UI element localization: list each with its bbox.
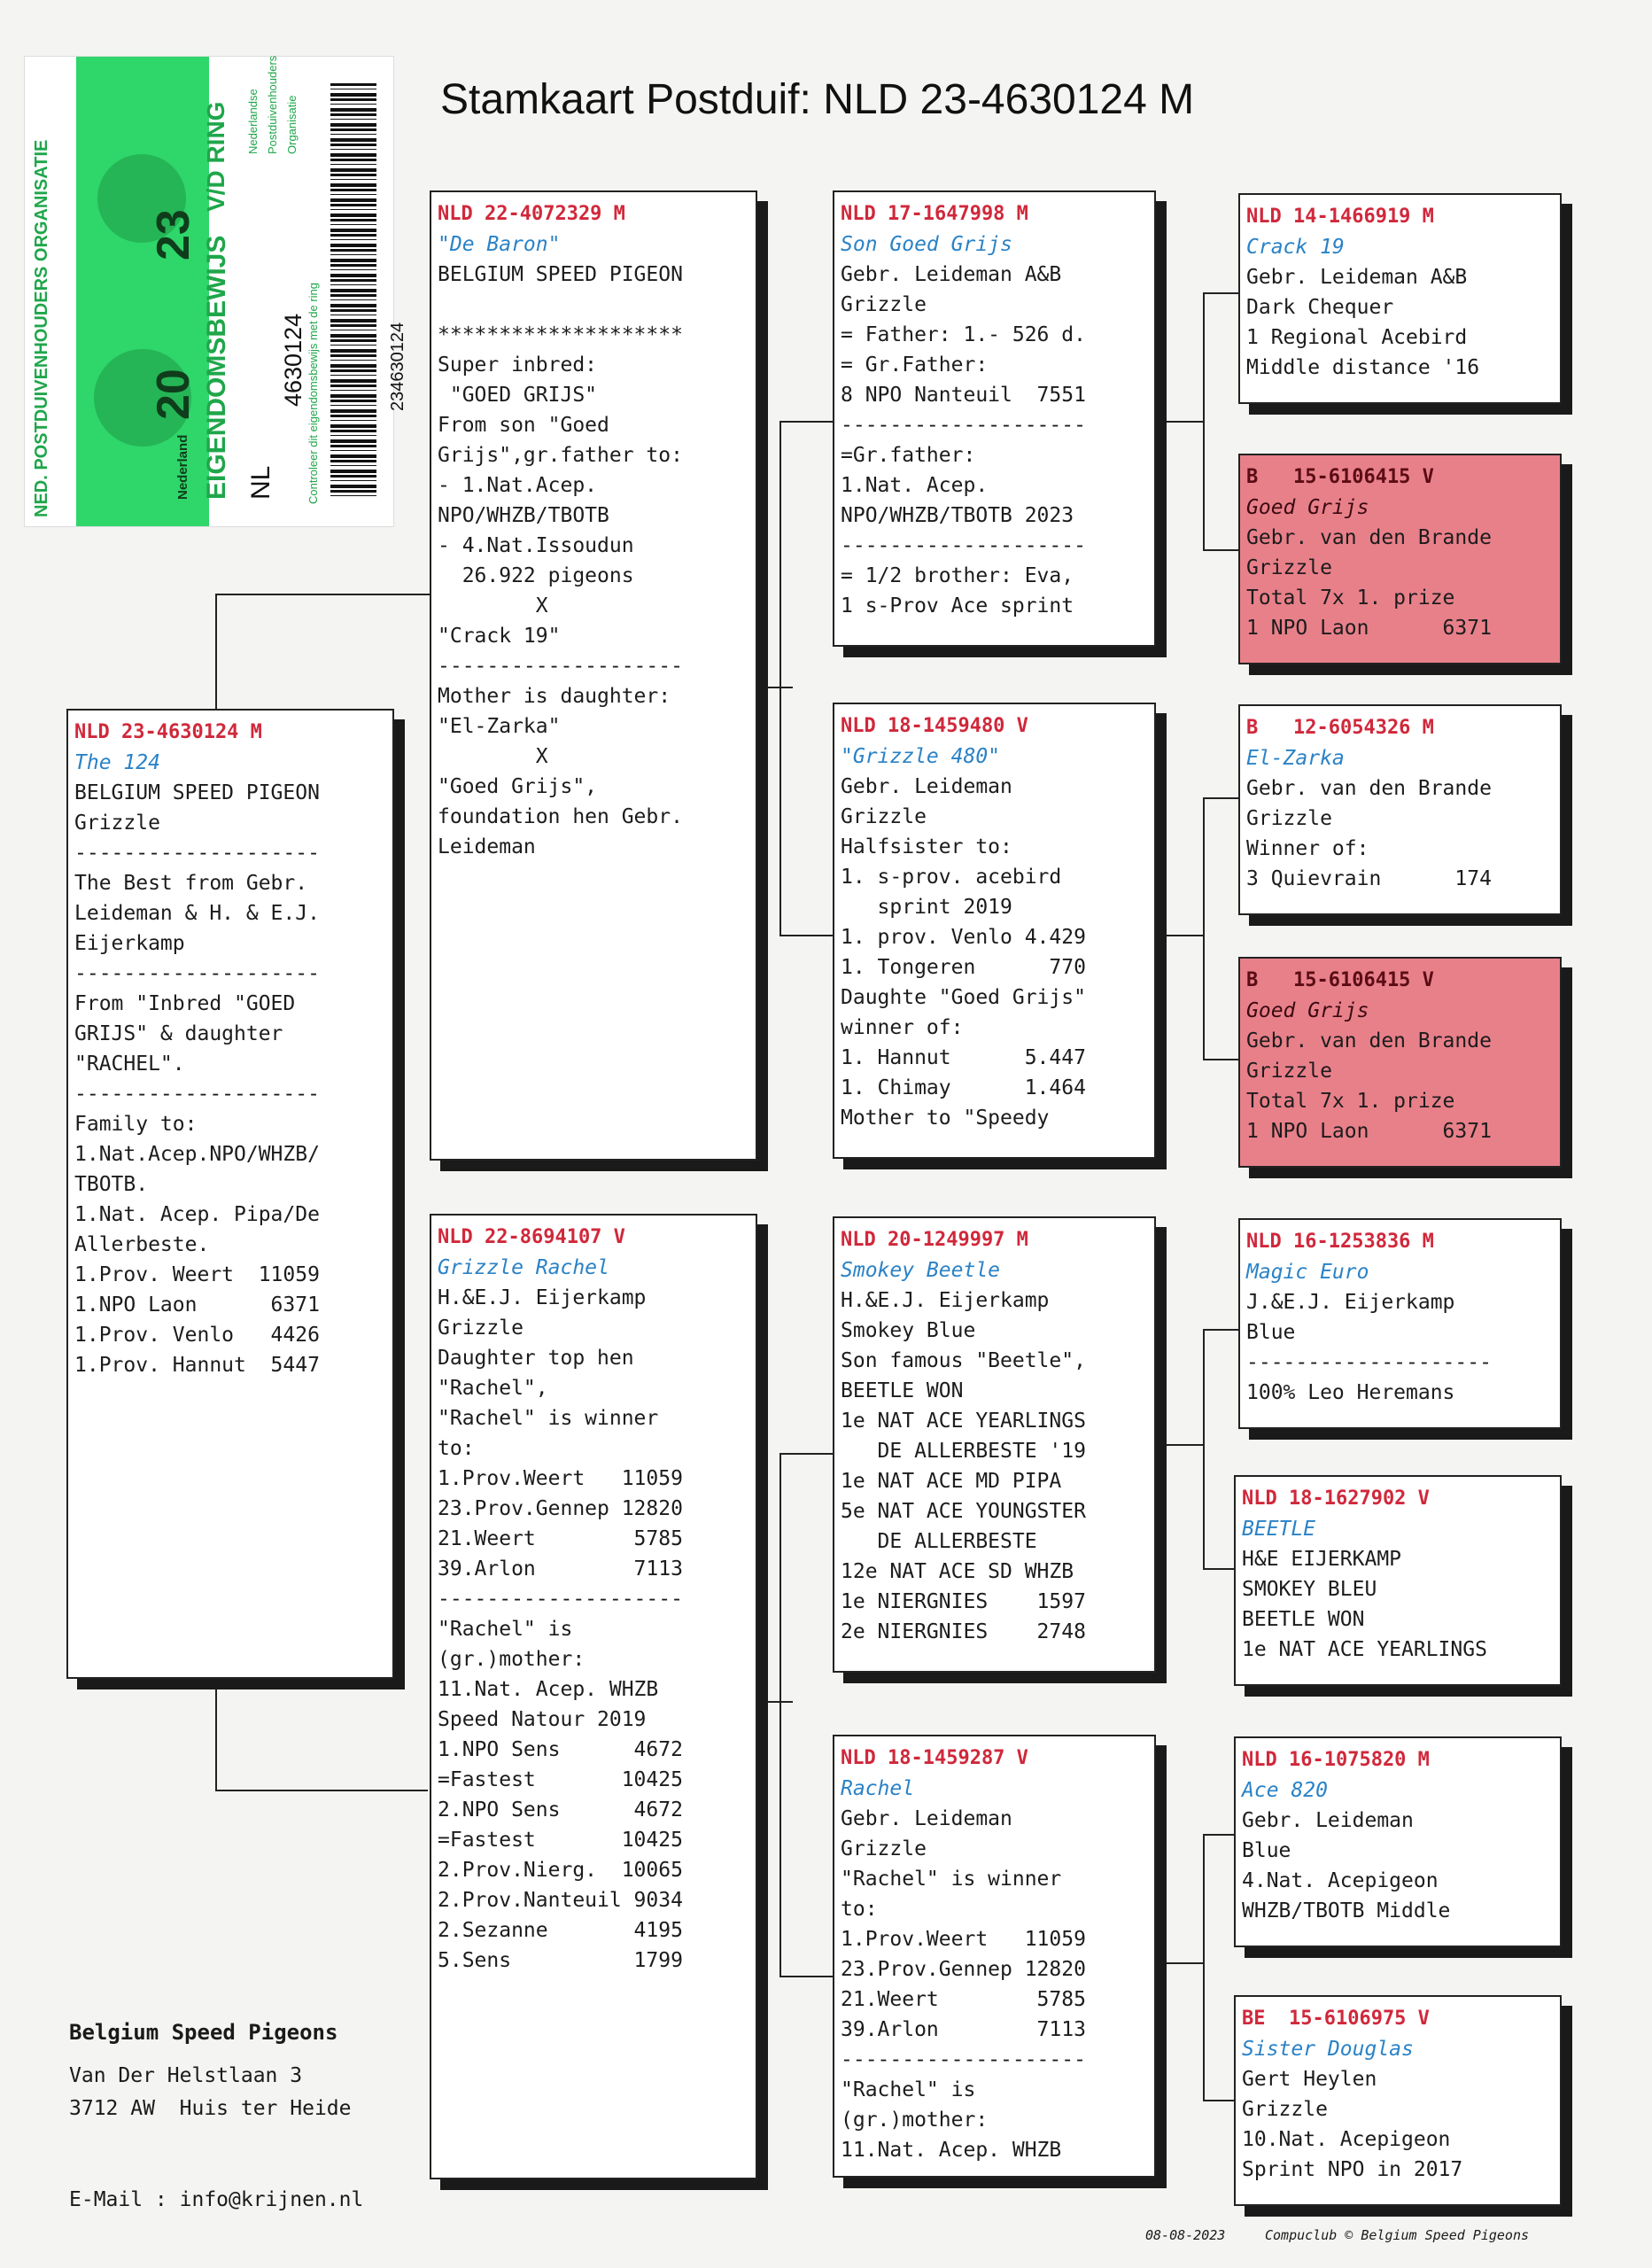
pigeon-name: El-Zarka — [1246, 747, 1345, 770]
pigeon-detail-line: Grizzle — [74, 812, 160, 835]
pigeon-name: Son Goed Grijs — [841, 233, 1012, 256]
pigeon-detail-line: (gr.)mother: — [841, 2109, 989, 2132]
pigeon-detail-line: "El-Zarka" — [438, 715, 561, 738]
connector — [779, 421, 833, 423]
pigeon-detail-line: Sprint NPO in 2017 — [1242, 2158, 1463, 2181]
pigeon-detail-line: 1.NPO Sens 4672 — [438, 1738, 683, 1761]
pigeon-card-main — [66, 709, 394, 1679]
pigeon-detail-line: Smokey Blue — [841, 1319, 976, 1342]
pigeon-card-dds — [1234, 1736, 1562, 1947]
pigeon-name: Ace 820 — [1242, 1779, 1328, 1802]
certificate-check: Controleer dit eigendomsbewijs met de ring — [306, 282, 320, 504]
pigeon-detail-line: = 1/2 brother: Eva, — [841, 564, 1074, 587]
pigeon-detail-line: 5e NAT ACE YOUNGSTER — [841, 1500, 1086, 1523]
pigeon-detail-line: 4.Nat. Acepigeon — [1242, 1869, 1439, 1892]
connector — [1203, 2100, 1238, 2101]
footer-email[interactable]: E-Mail : info@krijnen.nl — [69, 2188, 364, 2211]
pigeon-detail-line: -------------------- — [74, 962, 320, 985]
pigeon-detail-line: 23.Prov.Gennep 12820 — [841, 1958, 1086, 1981]
pigeon-name: Goed Grijs — [1246, 496, 1369, 519]
pigeon-detail-line: Grizzle — [1246, 807, 1332, 830]
pigeon-card-dsd — [1234, 1475, 1562, 1686]
pigeon-detail-line: Grizzle — [1246, 1060, 1332, 1083]
pigeon-name: The 124 — [74, 751, 160, 774]
pigeon-detail-line: DE ALLERBESTE '19 — [841, 1440, 1086, 1463]
pigeon-detail-line: Gebr. van den Brande — [1246, 777, 1492, 800]
pigeon-detail-line: From son "Goed — [438, 414, 609, 437]
pigeon-details — [1246, 773, 1560, 894]
pigeon-detail-line: 2e NIERGNIES 2748 — [841, 1620, 1086, 1643]
pigeon-detail-line: DE ALLERBESTE — [841, 1530, 1037, 1553]
pigeon-name: Sister Douglas — [1242, 2038, 1414, 2061]
pigeon-detail-line: Middle distance '16 — [1246, 356, 1480, 379]
ring-number: B 15-6106415 V — [1246, 466, 1434, 488]
pigeon-detail-line: Total 7x 1. prize — [1246, 586, 1455, 610]
pigeon-detail-line: NPO/WHZB/TBOTB 2023 — [841, 504, 1074, 527]
connector — [1203, 1568, 1238, 1570]
pigeon-detail-line: 1. Tongeren 770 — [841, 956, 1086, 979]
pigeon-detail-line: "Rachel" is — [438, 1618, 573, 1641]
pigeon-detail-line: Gebr. Leideman — [841, 775, 1012, 798]
pigeon-detail-line: -------------------- — [841, 2048, 1086, 2071]
pigeon-detail-line: =Fastest 10425 — [438, 1829, 683, 1852]
pigeon-detail-line: Gebr. Leideman A&B — [841, 263, 1062, 286]
ring-number: B 15-6106415 V — [1246, 969, 1434, 991]
ring-number: NLD 18-1459287 V — [841, 1747, 1028, 1769]
pigeon-detail-line: "RACHEL". — [74, 1052, 185, 1076]
ring-certificate — [25, 55, 407, 526]
certificate-ring-suffix: V/D RING — [202, 101, 229, 212]
pigeon-detail-line: -------------------- — [74, 842, 320, 865]
pigeon-detail-line: Gert Heylen — [1242, 2068, 1377, 2091]
pigeon-detail-line: 1e NAT ACE MD PIPA — [841, 1470, 1062, 1493]
footer-street: Van Der Helstlaan 3 — [69, 2064, 303, 2087]
connector — [1165, 1962, 1205, 1964]
connector — [1165, 421, 1205, 423]
pigeon-detail-line: 1. Hannut 5.447 — [841, 1046, 1086, 1069]
pigeon-detail-line: Gebr. Leideman A&B — [1246, 266, 1468, 289]
pigeon-name: "Grizzle 480" — [841, 745, 1001, 768]
pigeon-card-dd — [833, 1735, 1156, 2178]
pigeon-detail-line: 1 s-Prov Ace sprint — [841, 594, 1074, 617]
ring-number: NLD 18-1627902 V — [1242, 1487, 1430, 1510]
pigeon-detail-line: Leideman — [438, 835, 536, 858]
footer-city: 3712 AW Huis ter Heide — [69, 2097, 352, 2120]
pigeon-detail-line: to: — [438, 1437, 475, 1460]
pigeon-detail-line: Total 7x 1. prize — [1246, 1090, 1455, 1113]
ring-number: NLD 23-4630124 M — [74, 721, 262, 743]
pigeon-detail-line: "Goed Grijs", — [438, 775, 598, 798]
connector — [779, 421, 781, 935]
pigeon-detail-line: sprint 2019 — [841, 896, 1012, 919]
certificate-year-a: 20 — [148, 369, 199, 420]
pigeon-card-dam — [430, 1214, 757, 2179]
connector — [1203, 1059, 1238, 1060]
pigeon-details — [1246, 1287, 1560, 1408]
pigeon-details — [1242, 2064, 1560, 2185]
pigeon-card-ssd — [1238, 454, 1562, 664]
connector — [757, 1701, 793, 1703]
pigeon-detail-line: 1 Regional Acebird — [1246, 326, 1468, 349]
pigeon-detail-line: 12e NAT ACE SD WHZB — [841, 1560, 1074, 1583]
pigeon-details — [74, 778, 392, 1380]
connector — [215, 1790, 428, 1791]
pigeon-detail-line: -------------------- — [438, 1588, 683, 1611]
pigeon-detail-line: 26.922 pigeons — [438, 564, 634, 587]
connector — [1203, 1834, 1238, 1836]
pigeon-detail-line: Grizzle — [438, 1317, 524, 1340]
connector — [1203, 1329, 1238, 1331]
pigeon-detail-line: 1.Nat.Acep.NPO/WHZB/ — [74, 1143, 320, 1166]
pigeon-detail-line: J.&E.J. Eijerkamp — [1246, 1291, 1455, 1314]
certificate-nederland: Nederland — [175, 434, 190, 500]
pigeon-detail-line: "Rachel", — [438, 1377, 548, 1400]
pigeon-detail-line: 1. Chimay 1.464 — [841, 1076, 1086, 1099]
certificate-country: NL — [246, 465, 275, 500]
pigeon-detail-line: X — [438, 745, 548, 768]
pigeon-detail-line: 3 Quievrain 174 — [1246, 867, 1492, 890]
pigeon-detail-line: Blue — [1242, 1839, 1291, 1862]
pigeon-detail-line: 11.Nat. Acep. WHZB — [438, 1678, 659, 1701]
certificate-org: NED. POSTDUIVENHOUDERS ORGANISATIE — [32, 139, 51, 517]
pigeon-detail-line: Gebr. Leideman — [1242, 1809, 1414, 1832]
certificate-barcode-no: 234630124 — [388, 322, 407, 411]
connector — [215, 1683, 217, 1790]
pigeon-card-ddd — [1234, 1995, 1562, 2206]
pigeon-details — [438, 260, 756, 862]
pigeon-detail-line: 10.Nat. Acepigeon — [1242, 2128, 1451, 2151]
pigeon-detail-line: "Rachel" is winner — [438, 1407, 659, 1430]
pigeon-card-sire — [430, 190, 757, 1161]
pigeon-detail-line: =Gr.father: — [841, 444, 976, 467]
pigeon-detail-line: 1.Prov. Venlo 4426 — [74, 1324, 320, 1347]
pigeon-details — [1246, 262, 1560, 383]
connector — [779, 1976, 833, 1977]
ring-number: NLD 17-1647998 M — [841, 203, 1028, 225]
pigeon-details — [1246, 1026, 1560, 1146]
pigeon-detail-line: "Rachel" is — [841, 2078, 976, 2101]
pigeon-details — [1246, 523, 1560, 643]
pigeon-detail-line: From "Inbred "GOED — [74, 992, 296, 1015]
pigeon-detail-line: 1.Prov.Weert 11059 — [438, 1467, 683, 1490]
pigeon-detail-line: 21.Weert 5785 — [841, 1988, 1086, 2011]
pigeon-detail-line: Leideman & H. & E.J. — [74, 902, 320, 925]
pigeon-detail-line: Son famous "Beetle", — [841, 1349, 1086, 1372]
pigeon-name: Smokey Beetle — [841, 1259, 1001, 1282]
ring-number: B 12-6054326 M — [1246, 717, 1434, 739]
barcode-icon — [330, 83, 376, 500]
pigeon-detail-line: Grizzle — [841, 293, 927, 316]
certificate-doc: EIGENDOMSBEWIJS — [202, 235, 231, 500]
pigeon-detail-line: 39.Arlon 7113 — [438, 1557, 683, 1581]
ring-number: NLD 20-1249997 M — [841, 1229, 1028, 1251]
connector — [1203, 292, 1205, 549]
pigeon-detail-line: 1 NPO Laon 6371 — [1246, 1120, 1492, 1143]
pigeon-detail-line: 1e NAT ACE YEARLINGS — [1242, 1638, 1487, 1661]
pigeon-detail-line: 1.Prov. Weert 11059 — [74, 1263, 320, 1286]
connector — [1203, 292, 1238, 294]
pigeon-detail-line: = Gr.Father: — [841, 353, 989, 377]
pigeon-detail-line: Grizzle — [1242, 2098, 1328, 2121]
pigeon-detail-line: -------------------- — [438, 655, 683, 678]
pigeon-detail-line: Mother to "Speedy — [841, 1107, 1050, 1130]
pigeon-detail-line: 1. s-prov. acebird — [841, 866, 1062, 889]
pigeon-detail-line: Daughte "Goed Grijs" — [841, 986, 1086, 1009]
pigeon-detail-line: 100% Leo Heremans — [1246, 1381, 1455, 1404]
connector — [1165, 1444, 1205, 1446]
pigeon-detail-line: Grizzle — [1246, 556, 1332, 579]
certificate-green-band — [76, 57, 209, 526]
pigeon-details — [841, 772, 1154, 1133]
pigeon-detail-line: Grizzle — [841, 1837, 927, 1860]
pigeon-detail-line: Grijs",gr.father to: — [438, 444, 683, 467]
connector — [779, 935, 833, 936]
pigeon-detail-line: (gr.)mother: — [438, 1648, 586, 1671]
pigeon-detail-line: - 1.Nat.Acep. — [438, 474, 598, 497]
pigeon-detail-line: 1e NAT ACE YEARLINGS — [841, 1410, 1086, 1433]
pigeon-card-sdd — [1238, 957, 1562, 1168]
pigeon-detail-line: 2.NPO Sens 4672 — [438, 1798, 683, 1821]
page-title: Stamkaart Postduif: NLD 23-4630124 M — [440, 76, 1195, 123]
pigeon-detail-line: foundation hen Gebr. — [438, 805, 683, 828]
pigeon-detail-line: "GOED GRIJS" — [438, 384, 598, 407]
pigeon-detail-line: 1.Prov.Weert 11059 — [841, 1928, 1086, 1951]
pigeon-detail-line: ******************** — [438, 323, 683, 346]
pigeon-detail-line: Daughter top hen — [438, 1347, 634, 1370]
pigeon-detail-line: -------------------- — [74, 1083, 320, 1106]
pigeon-name: "De Baron" — [438, 233, 561, 256]
pigeon-detail-line: H.&E.J. Eijerkamp — [438, 1286, 647, 1309]
pigeon-detail-line: 1.Nat. Acep. — [841, 474, 989, 497]
pigeon-name: Magic Euro — [1246, 1261, 1369, 1284]
pigeon-detail-line: Halfsister to: — [841, 835, 1012, 858]
pigeon-detail-line: 1.NPO Laon 6371 — [74, 1293, 320, 1317]
pigeon-detail-line: X — [438, 594, 548, 617]
pigeon-detail-line: Gebr. van den Brande — [1246, 526, 1492, 549]
pigeon-detail-line: 1 NPO Laon 6371 — [1246, 617, 1492, 640]
pigeon-detail-line — [438, 290, 756, 320]
ring-number: NLD 16-1253836 M — [1246, 1231, 1434, 1253]
pigeon-detail-line: 21.Weert 5785 — [438, 1527, 683, 1550]
certificate-npo-n: Nederlandse — [246, 89, 260, 154]
connector — [1165, 935, 1205, 936]
certificate-ring-no: 4630124 — [280, 313, 306, 407]
pigeon-details — [1242, 1544, 1560, 1665]
ring-number: BE 15-6106975 V — [1242, 2008, 1430, 2030]
pigeon-detail-line: Family to: — [74, 1113, 198, 1136]
pigeon-name: Goed Grijs — [1246, 999, 1369, 1022]
pigeon-detail-line: Grizzle — [841, 805, 927, 828]
pigeon-detail-line: to: — [841, 1898, 878, 1921]
ring-number: NLD 14-1466919 M — [1246, 206, 1434, 228]
certificate-npo-o: Organisatie — [285, 95, 299, 154]
pigeon-detail-line: GRIJS" & daughter — [74, 1022, 283, 1045]
pigeon-details — [841, 1285, 1154, 1647]
pigeon-detail-line: SMOKEY BLEU — [1242, 1578, 1377, 1601]
pigeon-card-dss — [1238, 1218, 1562, 1429]
connector — [1203, 797, 1205, 1059]
pigeon-detail-line: H.&E.J. Eijerkamp — [841, 1289, 1050, 1312]
pigeon-detail-line: The Best from Gebr. — [74, 872, 308, 895]
pigeon-card-ss — [833, 190, 1156, 647]
pigeon-card-sds — [1238, 704, 1562, 915]
pigeon-detail-line: "Rachel" is winner — [841, 1868, 1062, 1891]
connector — [215, 594, 217, 709]
pigeon-detail-line: H&E EIJERKAMP — [1242, 1548, 1402, 1571]
connector — [779, 1453, 781, 1976]
pigeon-detail-line: BEETLE WON — [1242, 1608, 1365, 1631]
pigeon-detail-line: NPO/WHZB/TBOTB — [438, 504, 609, 527]
connector — [779, 1453, 833, 1455]
pigeon-detail-line: 1.Nat. Acep. Pipa/De — [74, 1203, 320, 1226]
ring-number: NLD 22-8694107 V — [438, 1226, 625, 1248]
pigeon-detail-line: 2.Prov.Nanteuil 9034 — [438, 1889, 683, 1912]
pigeon-name: Rachel — [841, 1777, 915, 1800]
pigeon-detail-line: Allerbeste. — [74, 1233, 210, 1256]
pigeon-card-sss — [1238, 193, 1562, 404]
ring-number: NLD 22-4072329 M — [438, 203, 625, 225]
pigeon-name: BEETLE — [1242, 1518, 1316, 1541]
certificate-npo-p: Postduivenhouders — [266, 55, 279, 154]
pigeon-detail-line: BEETLE WON — [841, 1379, 964, 1402]
pigeon-name: Crack 19 — [1246, 236, 1345, 259]
pigeon-detail-line: -------------------- — [841, 414, 1086, 437]
pigeon-detail-line: BELGIUM SPEED PIGEON — [438, 263, 683, 286]
pigeon-detail-line: = Father: 1.- 526 d. — [841, 323, 1086, 346]
pigeon-detail-line: Gebr. Leideman — [841, 1807, 1012, 1830]
pigeon-detail-line: WHZB/TBOTB Middle — [1242, 1899, 1451, 1922]
footer-date: 08-08-2023 — [1145, 2227, 1226, 2243]
pigeon-detail-line: 1e NIERGNIES 1597 — [841, 1590, 1086, 1613]
pigeon-detail-line: BELGIUM SPEED PIGEON — [74, 781, 320, 804]
ring-number: NLD 18-1459480 V — [841, 715, 1028, 737]
connector — [1203, 1834, 1205, 2100]
pigeon-detail-line: 1.Prov. Hannut 5447 — [74, 1354, 320, 1377]
pigeon-detail-line: TBOTB. — [74, 1173, 149, 1196]
pigeon-detail-line: 2.Prov.Nierg. 10065 — [438, 1859, 683, 1882]
pigeon-detail-line: 39.Arlon 7113 — [841, 2018, 1086, 2041]
pigeon-detail-line: 23.Prov.Gennep 12820 — [438, 1497, 683, 1520]
pigeon-detail-line: -------------------- — [1246, 1351, 1492, 1374]
pigeon-detail-line: -------------------- — [841, 534, 1086, 557]
connector — [1203, 549, 1238, 551]
pigeon-detail-line: winner of: — [841, 1016, 964, 1039]
pigeon-name: Grizzle Rachel — [438, 1256, 609, 1279]
pigeon-detail-line: 2.Sezanne 4195 — [438, 1919, 683, 1942]
footer-credit: Compuclub © Belgium Speed Pigeons — [1265, 2227, 1530, 2243]
footer-company: Belgium Speed Pigeons — [69, 2020, 338, 2045]
pigeon-detail-line: Super inbred: — [438, 353, 598, 377]
pigeon-card-sd — [833, 703, 1156, 1159]
pigeon-detail-line: 11.Nat. Acep. WHZB — [841, 2139, 1062, 2162]
pigeon-detail-line: =Fastest 10425 — [438, 1768, 683, 1791]
pigeon-detail-line: "Crack 19" — [438, 625, 561, 648]
pigeon-detail-line: 1. prov. Venlo 4.429 — [841, 926, 1086, 949]
pigeon-details — [841, 260, 1154, 621]
pigeon-details — [438, 1283, 756, 1976]
connector — [757, 687, 793, 688]
pigeon-detail-line: Winner of: — [1246, 837, 1369, 860]
pigeon-detail-line: Gebr. van den Brande — [1246, 1029, 1492, 1052]
ring-number: NLD 16-1075820 M — [1242, 1749, 1430, 1771]
pigeon-card-ds — [833, 1216, 1156, 1673]
pigeon-detail-line: Speed Natour 2019 — [438, 1708, 647, 1731]
connector — [1203, 797, 1238, 799]
pigeon-detail-line: Dark Chequer — [1246, 296, 1394, 319]
pigeon-details — [1242, 1806, 1560, 1926]
certificate-year-b: 23 — [148, 209, 199, 260]
pigeon-detail-line: 5.Sens 1799 — [438, 1949, 683, 1972]
pigeon-detail-line: - 4.Nat.Issoudun — [438, 534, 634, 557]
pigeon-detail-line: 8 NPO Nanteuil 7551 — [841, 384, 1086, 407]
connector — [215, 594, 441, 595]
pigeon-details — [841, 1804, 1154, 2165]
connector — [1203, 1329, 1205, 1568]
pigeon-detail-line: Mother is daughter: — [438, 685, 671, 708]
pigeon-detail-line: Eijerkamp — [74, 932, 185, 955]
pigeon-detail-line: Blue — [1246, 1321, 1296, 1344]
